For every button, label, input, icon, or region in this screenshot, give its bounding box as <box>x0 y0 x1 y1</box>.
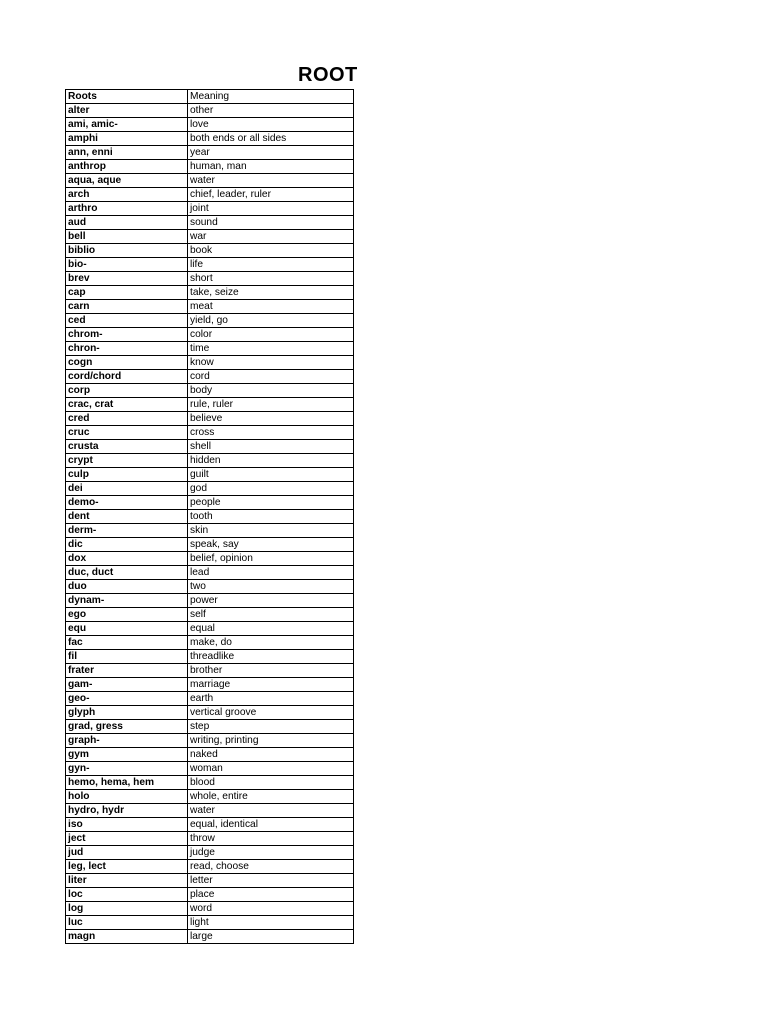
roots-table <box>65 89 354 944</box>
table-row <box>66 188 354 202</box>
root-cell: cogn <box>66 356 188 370</box>
meaning-cell: marriage <box>188 678 354 692</box>
meaning-cell: blood <box>188 776 354 790</box>
root-cell: equ <box>66 622 188 636</box>
root-cell: dent <box>66 510 188 524</box>
root-cell: hemo, hema, hem <box>66 776 188 790</box>
root-cell: crac, crat <box>66 398 188 412</box>
root-cell: brev <box>66 272 188 286</box>
root-cell: leg, lect <box>66 860 188 874</box>
root-cell: cred <box>66 412 188 426</box>
root-cell: cruc <box>66 426 188 440</box>
meaning-cell: vertical groove <box>188 706 354 720</box>
table-row <box>66 174 354 188</box>
table-row <box>66 748 354 762</box>
meaning-cell: guilt <box>188 468 354 482</box>
table-row <box>66 440 354 454</box>
root-cell: iso <box>66 818 188 832</box>
table-row <box>66 272 354 286</box>
meaning-cell: woman <box>188 762 354 776</box>
table-row <box>66 888 354 902</box>
table-row <box>66 426 354 440</box>
meaning-cell: yield, go <box>188 314 354 328</box>
root-cell: duc, duct <box>66 566 188 580</box>
meaning-cell: earth <box>188 692 354 706</box>
root-cell: fil <box>66 650 188 664</box>
root-cell: liter <box>66 874 188 888</box>
table-row <box>66 454 354 468</box>
meaning-cell: water <box>188 174 354 188</box>
table-row <box>66 328 354 342</box>
meaning-cell: make, do <box>188 636 354 650</box>
meaning-cell: equal, identical <box>188 818 354 832</box>
meaning-cell: love <box>188 118 354 132</box>
table-row <box>66 706 354 720</box>
root-cell: log <box>66 902 188 916</box>
root-cell: grad, gress <box>66 720 188 734</box>
meaning-cell: time <box>188 342 354 356</box>
meaning-cell: skin <box>188 524 354 538</box>
root-cell: holo <box>66 790 188 804</box>
meaning-cell: chief, leader, ruler <box>188 188 354 202</box>
table-row <box>66 580 354 594</box>
table-row <box>66 860 354 874</box>
meaning-cell: two <box>188 580 354 594</box>
table-row <box>66 818 354 832</box>
root-cell: duo <box>66 580 188 594</box>
roots-table-body <box>66 90 354 944</box>
root-cell: graph- <box>66 734 188 748</box>
meaning-cell: book <box>188 244 354 258</box>
table-row <box>66 720 354 734</box>
meaning-cell: speak, say <box>188 538 354 552</box>
root-cell: crusta <box>66 440 188 454</box>
root-cell: luc <box>66 916 188 930</box>
meaning-cell: brother <box>188 664 354 678</box>
root-cell: biblio <box>66 244 188 258</box>
table-row <box>66 846 354 860</box>
meaning-cell: believe <box>188 412 354 426</box>
root-cell: cap <box>66 286 188 300</box>
meaning-cell: other <box>188 104 354 118</box>
root-cell: gym <box>66 748 188 762</box>
root-cell: loc <box>66 888 188 902</box>
root-cell: ann, enni <box>66 146 188 160</box>
meaning-cell: joint <box>188 202 354 216</box>
table-row <box>66 244 354 258</box>
root-cell: frater <box>66 664 188 678</box>
meaning-cell: take, seize <box>188 286 354 300</box>
table-row <box>66 356 354 370</box>
table-row <box>66 804 354 818</box>
root-cell: arthro <box>66 202 188 216</box>
root-cell: magn <box>66 930 188 944</box>
root-cell: ced <box>66 314 188 328</box>
meaning-cell: large <box>188 930 354 944</box>
root-cell: hydro, hydr <box>66 804 188 818</box>
root-cell: chrom- <box>66 328 188 342</box>
meaning-cell: threadlike <box>188 650 354 664</box>
meaning-cell: sound <box>188 216 354 230</box>
table-row <box>66 622 354 636</box>
root-cell: crypt <box>66 454 188 468</box>
meaning-cell: know <box>188 356 354 370</box>
meaning-cell: shell <box>188 440 354 454</box>
root-cell: fac <box>66 636 188 650</box>
root-cell: ject <box>66 832 188 846</box>
meaning-cell: color <box>188 328 354 342</box>
page-title: ROOT <box>298 64 358 86</box>
meaning-cell: place <box>188 888 354 902</box>
table-row <box>66 510 354 524</box>
root-cell: demo- <box>66 496 188 510</box>
meaning-cell: war <box>188 230 354 244</box>
root-cell: anthrop <box>66 160 188 174</box>
table-row <box>66 300 354 314</box>
table-row <box>66 202 354 216</box>
root-cell: corp <box>66 384 188 398</box>
meaning-cell: rule, ruler <box>188 398 354 412</box>
table-row <box>66 636 354 650</box>
meaning-cell: god <box>188 482 354 496</box>
meaning-cell: self <box>188 608 354 622</box>
table-row <box>66 384 354 398</box>
root-cell: carn <box>66 300 188 314</box>
table-row <box>66 538 354 552</box>
root-cell: glyph <box>66 706 188 720</box>
table-row <box>66 650 354 664</box>
root-cell: ego <box>66 608 188 622</box>
meaning-cell: naked <box>188 748 354 762</box>
table-row <box>66 664 354 678</box>
table-row <box>66 468 354 482</box>
meaning-cell: word <box>188 902 354 916</box>
root-cell: dic <box>66 538 188 552</box>
table-row <box>66 790 354 804</box>
meaning-cell: light <box>188 916 354 930</box>
meaning-cell: meat <box>188 300 354 314</box>
root-cell: derm- <box>66 524 188 538</box>
root-cell: gam- <box>66 678 188 692</box>
meaning-cell: letter <box>188 874 354 888</box>
root-cell: bio- <box>66 258 188 272</box>
table-row <box>66 930 354 944</box>
meaning-cell: tooth <box>188 510 354 524</box>
table-row <box>66 734 354 748</box>
meaning-cell: people <box>188 496 354 510</box>
meaning-cell: body <box>188 384 354 398</box>
meaning-cell: year <box>188 146 354 160</box>
table-row <box>66 370 354 384</box>
table-row <box>66 412 354 426</box>
meaning-cell: cross <box>188 426 354 440</box>
table-row <box>66 118 354 132</box>
meaning-cell: cord <box>188 370 354 384</box>
table-row <box>66 286 354 300</box>
table-row <box>66 902 354 916</box>
table-row <box>66 482 354 496</box>
table-header-row <box>66 90 354 104</box>
meaning-cell: water <box>188 804 354 818</box>
header-meaning: Meaning <box>188 90 354 104</box>
root-cell: gyn- <box>66 762 188 776</box>
table-row <box>66 258 354 272</box>
root-cell: aud <box>66 216 188 230</box>
root-cell: dei <box>66 482 188 496</box>
table-row <box>66 692 354 706</box>
table-row <box>66 160 354 174</box>
meaning-cell: judge <box>188 846 354 860</box>
table-row <box>66 342 354 356</box>
table-row <box>66 496 354 510</box>
table-row <box>66 594 354 608</box>
table-row <box>66 216 354 230</box>
root-cell: dynam- <box>66 594 188 608</box>
meaning-cell: human, man <box>188 160 354 174</box>
root-cell: chron- <box>66 342 188 356</box>
meaning-cell: belief, opinion <box>188 552 354 566</box>
root-cell: aqua, aque <box>66 174 188 188</box>
table-row <box>66 524 354 538</box>
root-cell: cord/chord <box>66 370 188 384</box>
table-row <box>66 608 354 622</box>
meaning-cell: equal <box>188 622 354 636</box>
root-cell: jud <box>66 846 188 860</box>
root-cell: amphi <box>66 132 188 146</box>
root-cell: dox <box>66 552 188 566</box>
table-row <box>66 832 354 846</box>
table-row <box>66 146 354 160</box>
meaning-cell: whole, entire <box>188 790 354 804</box>
table-row <box>66 874 354 888</box>
table-row <box>66 678 354 692</box>
root-cell: bell <box>66 230 188 244</box>
root-cell: geo- <box>66 692 188 706</box>
root-cell: ami, amic- <box>66 118 188 132</box>
meaning-cell: writing, printing <box>188 734 354 748</box>
table-row <box>66 230 354 244</box>
root-cell: alter <box>66 104 188 118</box>
table-row <box>66 132 354 146</box>
meaning-cell: read, choose <box>188 860 354 874</box>
root-cell: arch <box>66 188 188 202</box>
table-row <box>66 314 354 328</box>
meaning-cell: step <box>188 720 354 734</box>
header-roots: Roots <box>66 90 188 104</box>
meaning-cell: both ends or all sides <box>188 132 354 146</box>
meaning-cell: short <box>188 272 354 286</box>
table-row <box>66 762 354 776</box>
table-row <box>66 566 354 580</box>
table-row <box>66 104 354 118</box>
meaning-cell: power <box>188 594 354 608</box>
table-row <box>66 916 354 930</box>
meaning-cell: life <box>188 258 354 272</box>
root-cell: culp <box>66 468 188 482</box>
table-row <box>66 398 354 412</box>
table-row <box>66 552 354 566</box>
table-row <box>66 776 354 790</box>
meaning-cell: throw <box>188 832 354 846</box>
meaning-cell: hidden <box>188 454 354 468</box>
meaning-cell: lead <box>188 566 354 580</box>
